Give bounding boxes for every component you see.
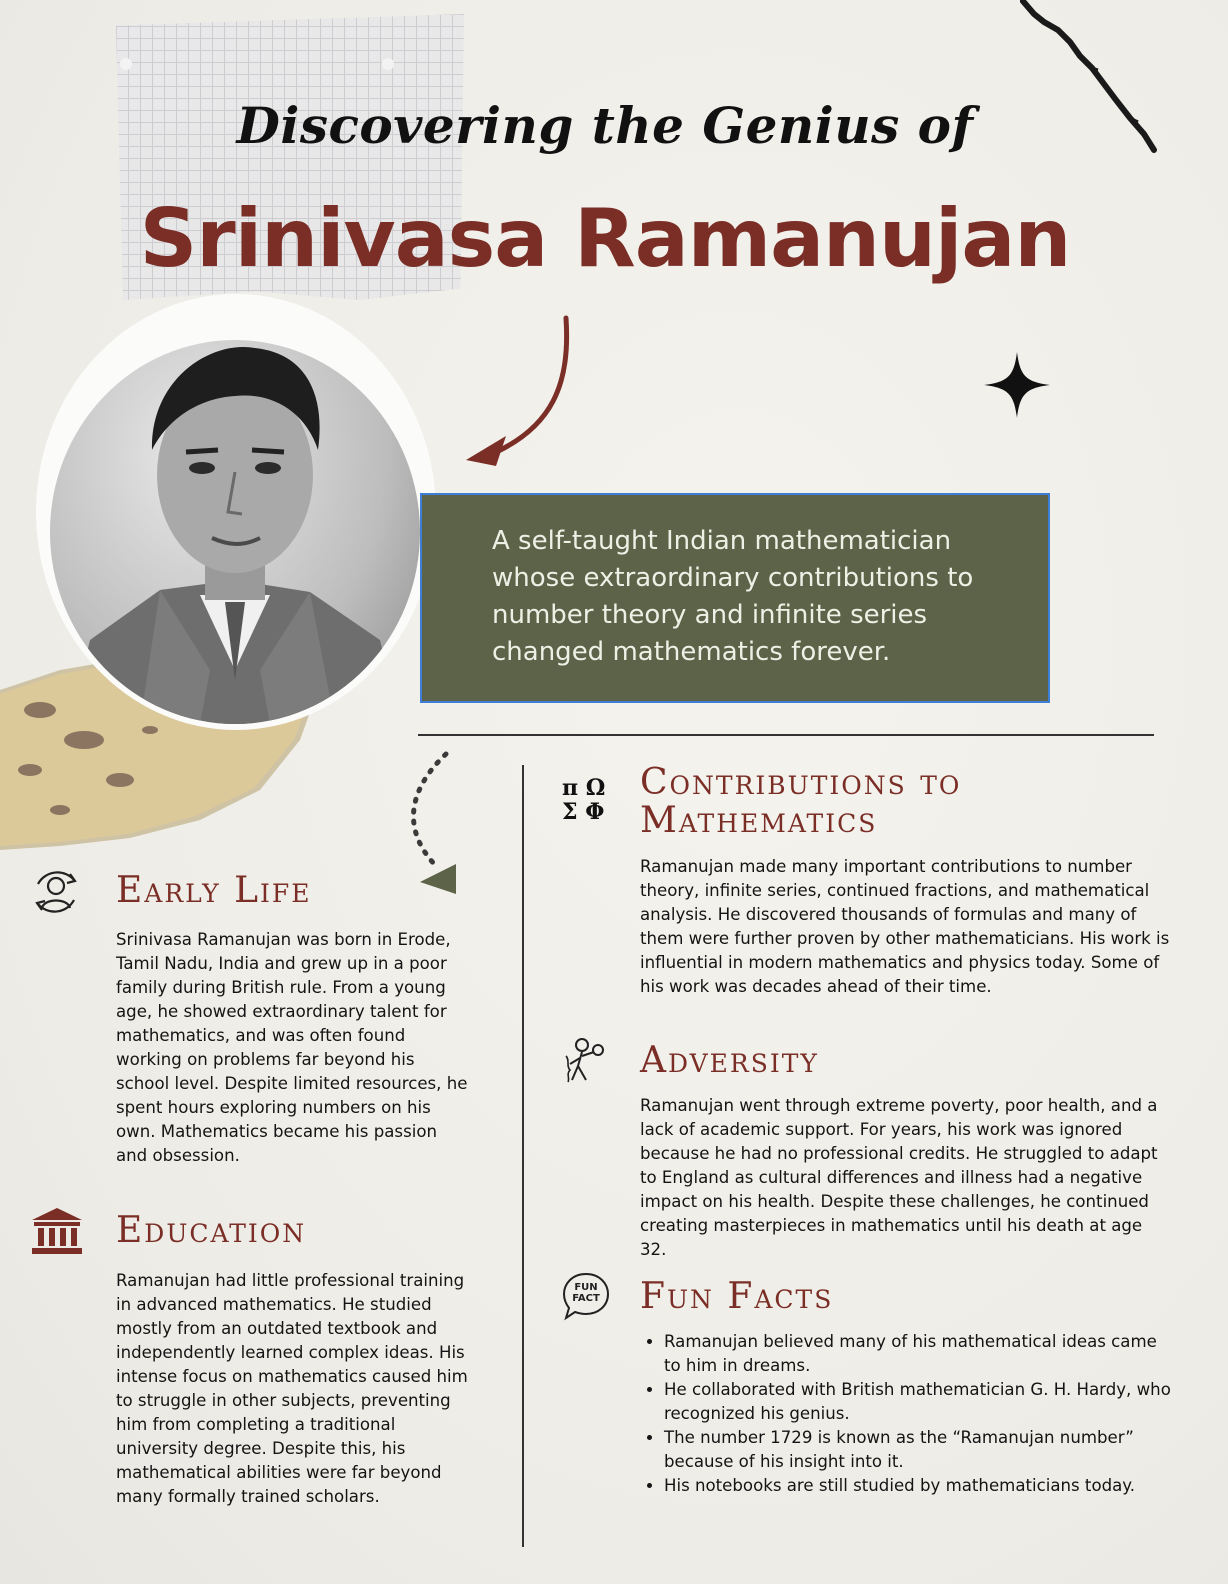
fun-fact-icon-text-2: FACT bbox=[572, 1293, 600, 1304]
dotted-arrow-icon bbox=[400, 748, 470, 898]
early-life-title: Early Life bbox=[116, 870, 312, 911]
vertical-divider bbox=[522, 765, 524, 1547]
adversity-title: Adversity bbox=[640, 1040, 819, 1081]
fun-fact-icon-text-1: FUN bbox=[574, 1282, 598, 1293]
contributions-title bbox=[640, 764, 961, 840]
fun-fact-item: • The number 1729 is known as the “Ramanujan number” because of his insight into it. bbox=[664, 1426, 1174, 1474]
education-body: Ramanujan had little professional training in advanced mathematics. He studied mostly from an outdated textbook and independently learned complex ideas. His intense focus on mathematics caused him to struggle in other subjects, preventing him from completing a traditional university degree. Despite this, his mathematical abilities were far beyond many formally trained scholars. bbox=[116, 1271, 468, 1506]
adversity-body: Ramanujan went through extreme poverty, poor health, and a lack of academic support. For years, his work was ignored because he had no professional credits. He struggled to adapt to England as cultural differences and illness had a negative impact on his health. Despite these challenges, he continued creating masterpieces in mathematics until his death at age 32. bbox=[640, 1096, 1158, 1259]
fun-fact-item: • Ramanujan believed many of his mathematical ideas came to him in dreams. bbox=[664, 1330, 1174, 1378]
fun-fact-item: • He collaborated with British mathematician G. H. Hardy, who recognized his genius. bbox=[664, 1378, 1174, 1426]
curved-arrow-icon bbox=[460, 310, 590, 480]
title-line-2: Srinivasa Ramanujan bbox=[139, 192, 1071, 285]
fun-facts-list bbox=[644, 1330, 1174, 1498]
contributions-title-line-1: Contributions to bbox=[640, 762, 962, 803]
grid-paper-hole bbox=[120, 58, 132, 70]
sigma-glyph: Σ bbox=[562, 799, 578, 825]
contributions-title-line-2: Mathematics bbox=[640, 800, 878, 841]
education-title: Education bbox=[116, 1210, 307, 1251]
contributions-body: Ramanujan made many important contributions to number theory, infinite series, continued fractions, and mathematical analysis. He discovered thousands of formulas and many of them were further proven by other mathematicians. His work is influential in modern mathematics and physics today. Some of his work was decades ahead of their time. bbox=[640, 857, 1170, 996]
sparkle-star-icon bbox=[982, 350, 1052, 420]
grid-paper-hole bbox=[382, 58, 394, 70]
title-line-1: Discovering the Genius of bbox=[236, 96, 974, 155]
pi-glyph: π bbox=[562, 775, 579, 801]
person-cycle-icon bbox=[30, 866, 82, 918]
portrait-photo bbox=[50, 340, 420, 724]
fun-fact-item: • His notebooks are still studied by mathematicians today. bbox=[664, 1474, 1174, 1498]
omega-glyph: Ω bbox=[585, 775, 606, 801]
math-symbols-icon bbox=[562, 776, 622, 828]
institution-icon bbox=[30, 1206, 84, 1256]
fun-facts-list-wrapper bbox=[644, 1330, 1174, 1498]
intro-text: A self-taught Indian mathematician whose extraordinary contributions to number theory and infinite series changed mathematics forever. bbox=[492, 526, 974, 667]
early-life-body: Srinivasa Ramanujan was born in Erode, Tamil Nadu, India and grew up in a poor family during British rule. From a young age, he showed extraordinary talent for mathematics, and was often found working on problems far beyond his school level. Despite limited resources, he spent hours exploring numbers on his own. Mathematics became his passion and obsession. bbox=[116, 930, 468, 1165]
struggle-figure-icon bbox=[562, 1036, 610, 1084]
intro-box bbox=[420, 493, 1050, 703]
fun-fact-bubble-icon bbox=[560, 1270, 612, 1322]
phi-glyph: Φ bbox=[585, 799, 605, 825]
horizontal-divider bbox=[418, 734, 1154, 736]
fun-facts-title: Fun Facts bbox=[640, 1276, 834, 1317]
